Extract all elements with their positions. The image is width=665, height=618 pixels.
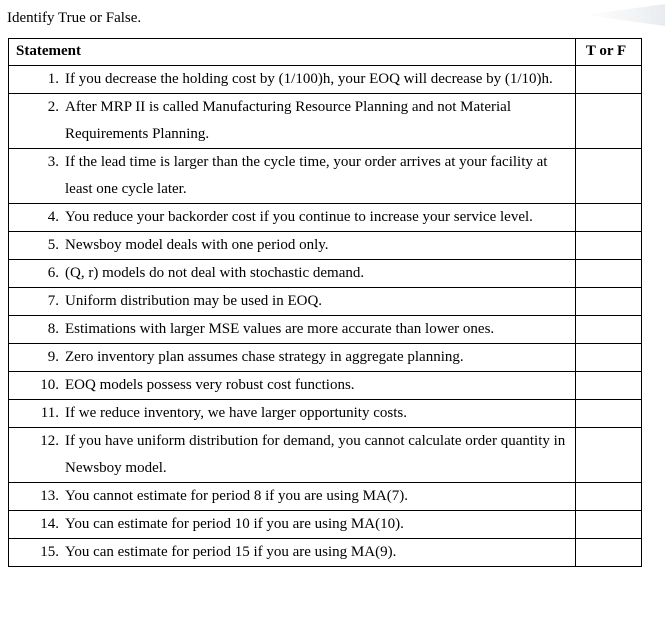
statement-text: You reduce your backorder cost if you continue to increase your service level. xyxy=(65,209,533,225)
answer-cell[interactable] xyxy=(575,66,641,94)
statement-number: 15. xyxy=(40,544,59,560)
table-row xyxy=(9,94,642,149)
statement-cell xyxy=(9,316,576,344)
statement-cell xyxy=(9,511,576,539)
statement-number: 9. xyxy=(47,349,59,365)
table-row xyxy=(9,260,642,288)
statement-cell xyxy=(9,149,576,204)
table-row xyxy=(9,149,642,204)
answer-cell[interactable] xyxy=(575,232,641,260)
statement-number: 5. xyxy=(47,237,59,253)
table-row xyxy=(9,400,642,428)
statement-text: Uniform distribution may be used in EOQ. xyxy=(65,293,323,309)
table-row xyxy=(9,66,642,94)
table-row xyxy=(9,344,642,372)
answer-cell[interactable] xyxy=(575,149,641,204)
statement-text: You can estimate for period 10 if you are using MA(10). xyxy=(65,516,404,532)
statement-cell xyxy=(9,372,576,400)
statement-cell xyxy=(9,204,576,232)
answer-cell[interactable] xyxy=(575,344,641,372)
statement-number: 2. xyxy=(47,99,59,115)
table-row xyxy=(9,483,642,511)
answer-cell[interactable] xyxy=(575,288,641,316)
table-row xyxy=(9,539,642,567)
statement-number: 4. xyxy=(47,209,59,225)
statement-cell xyxy=(9,94,576,149)
statement-text: After MRP II is called Manufacturing Resource Planning and not Material Requirements Planning. xyxy=(65,99,511,142)
statement-number: 8. xyxy=(47,321,59,337)
answer-cell[interactable] xyxy=(575,316,641,344)
statement-cell xyxy=(9,428,576,483)
answer-cell[interactable] xyxy=(575,372,641,400)
table-row xyxy=(9,232,642,260)
statement-cell xyxy=(9,232,576,260)
table-row xyxy=(9,511,642,539)
statement-number: 1. xyxy=(47,71,59,87)
statement-text: You cannot estimate for period 8 if you are using MA(7). xyxy=(65,488,408,504)
statement-cell xyxy=(9,260,576,288)
statement-text: (Q, r) models do not deal with stochastic demand. xyxy=(65,265,365,281)
statement-number: 12. xyxy=(40,433,59,449)
statement-number: 10. xyxy=(40,377,59,393)
statement-text: Zero inventory plan assumes chase strategy in aggregate planning. xyxy=(65,349,464,365)
statement-text: If you have uniform distribution for demand, you cannot calculate order quantity in Newsboy model. xyxy=(65,433,566,476)
statement-number: 11. xyxy=(40,405,59,421)
statement-text: If the lead time is larger than the cycle time, your order arrives at your facility at least one cycle later. xyxy=(65,154,548,197)
answer-cell[interactable] xyxy=(575,94,641,149)
instruction-text: Identify True or False. xyxy=(7,10,142,26)
table-row xyxy=(9,372,642,400)
statement-cell xyxy=(9,288,576,316)
statement-number: 7. xyxy=(47,293,59,309)
table-header-row xyxy=(9,39,642,66)
statement-cell xyxy=(9,66,576,94)
answer-cell[interactable] xyxy=(575,260,641,288)
statement-text: You can estimate for period 15 if you are using MA(9). xyxy=(65,544,397,560)
statement-cell xyxy=(9,483,576,511)
table-row xyxy=(9,316,642,344)
statement-text: If we reduce inventory, we have larger opportunity costs. xyxy=(65,405,407,421)
statement-number: 6. xyxy=(47,265,59,281)
statement-cell xyxy=(9,539,576,567)
statement-cell xyxy=(9,344,576,372)
decorative-header-shape xyxy=(585,4,665,26)
statement-column-header: Statement xyxy=(9,39,576,66)
statement-cell xyxy=(9,400,576,428)
statement-text: EOQ models possess very robust cost functions. xyxy=(65,377,355,393)
answer-cell[interactable] xyxy=(575,539,641,567)
answer-cell[interactable] xyxy=(575,511,641,539)
statement-number: 3. xyxy=(47,154,59,170)
statement-text: Estimations with larger MSE values are more accurate than lower ones. xyxy=(65,321,495,337)
answer-cell[interactable] xyxy=(575,204,641,232)
t-or-f-column-header: T or F xyxy=(575,39,641,66)
statement-text: Newsboy model deals with one period only. xyxy=(65,237,329,253)
statement-number: 14. xyxy=(40,516,59,532)
table-row xyxy=(9,428,642,483)
table-row xyxy=(9,204,642,232)
table-row xyxy=(9,288,642,316)
answer-cell[interactable] xyxy=(575,483,641,511)
statement-number: 13. xyxy=(40,488,59,504)
true-false-table xyxy=(8,38,642,567)
answer-cell[interactable] xyxy=(575,428,641,483)
statement-text: If you decrease the holding cost by (1/100)h, your EOQ will decrease by (1/10)h. xyxy=(65,71,553,87)
answer-cell[interactable] xyxy=(575,400,641,428)
